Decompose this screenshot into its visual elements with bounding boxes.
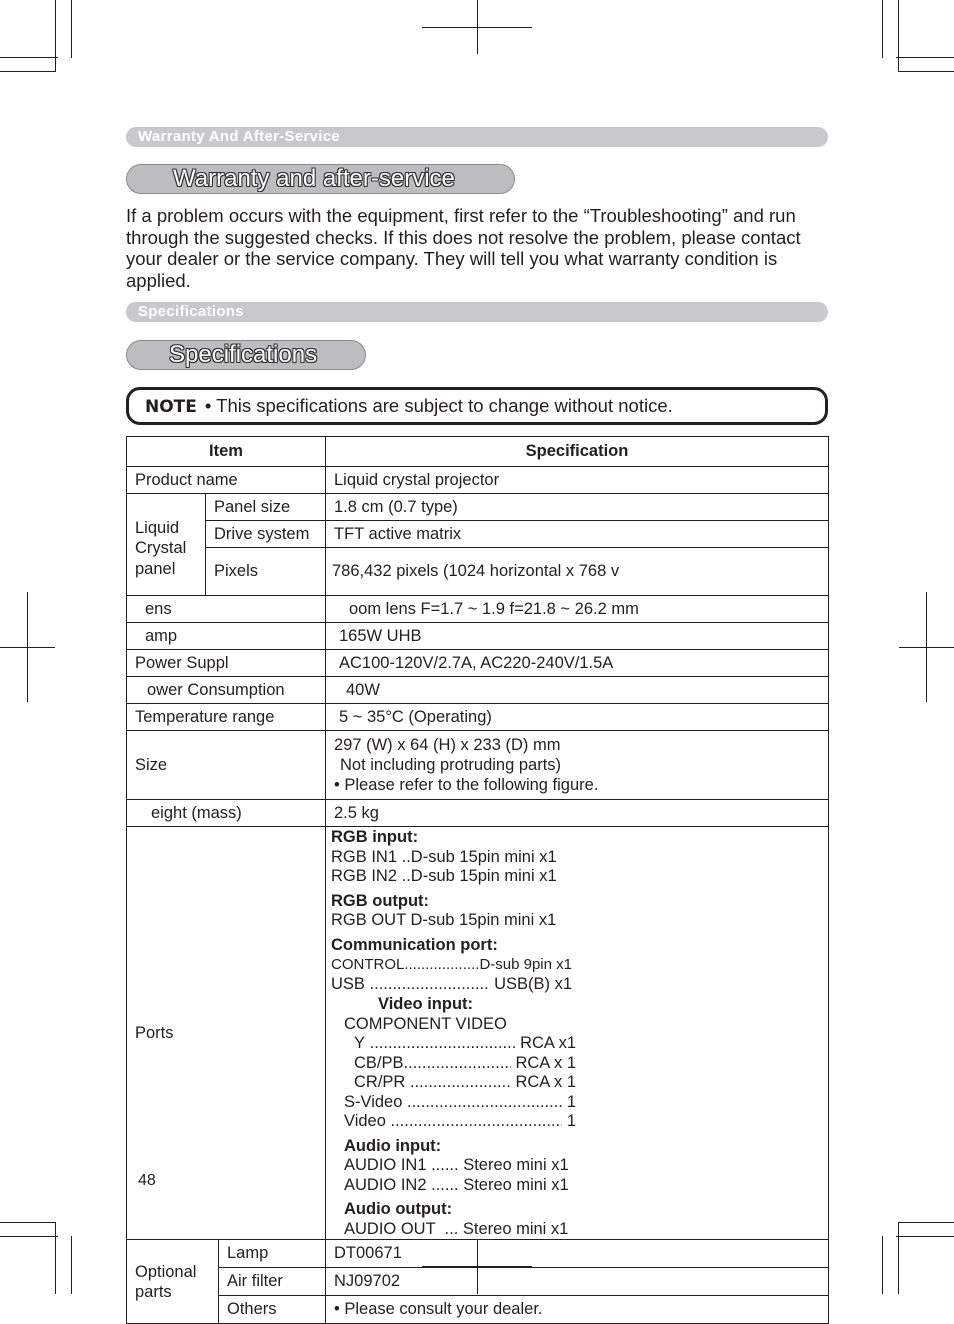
table-row [127,1296,829,1324]
item-lamp: amp [127,623,326,650]
spec-lens: oom lens F=1.7 ~ 1.9 f=21.8 ~ 26.2 mm [326,596,829,623]
heading-specifications: Specifications [126,340,366,370]
size-dimensions: 297 (W) x 64 (H) x 233 (D) mm [334,736,561,754]
cbpb-name: CB/PB [354,1053,404,1072]
spec-opt-filter: NJ09702 [326,1268,829,1296]
video-name: Video [344,1112,386,1130]
size-note: Not including protruding parts) [340,756,562,774]
spec-power-supply: AC100-120V/2.7A, AC220-240V/1.5A [326,650,829,677]
header-item: Item [127,437,326,467]
group-lcd-panel [127,494,206,596]
video-input-label: Video input: [378,995,474,1013]
table-row [127,596,829,623]
header-spec: Specification [326,437,829,467]
note-label: NOTE [145,397,197,417]
table-row [127,677,829,704]
item-ports: Ports [127,827,326,1240]
spec-ports [326,827,829,1240]
table-row [127,1240,829,1268]
rgb-out: RGB OUT D-sub 15pin mini x1 [331,911,557,929]
table-header-row [127,437,829,467]
table-row [127,731,829,800]
spec-panel-size: 1.8 cm (0.7 type) [326,494,829,521]
table-row [127,704,829,731]
item-power-consumption: ower Consumption [127,677,326,704]
table-row [127,494,829,521]
table-row [127,548,829,596]
table-row [127,800,829,827]
item-power-supply: Power Suppl [127,650,326,677]
usb-name: USB [331,974,365,993]
size-figure-ref: • Please refer to the following figure. [334,776,599,794]
item-product-name: Product name [127,467,326,494]
svideo-value: 1 [566,1092,576,1111]
component-y [344,1034,576,1054]
table-row [127,1268,829,1296]
spec-lamp: 165W UHB [326,623,829,650]
item-temperature: Temperature range [127,704,326,731]
rgb-input-label: RGB input: [331,828,419,846]
ports-right-column [326,994,584,1239]
section-band-specifications: Specifications [126,302,828,322]
spec-weight: 2.5 kg [326,800,829,827]
item-opt-lamp: Lamp [219,1240,326,1268]
page-number: 48 [138,1172,156,1189]
crpr-value: RCA x 1 [515,1073,576,1091]
section-band-warranty: Warranty And After-Service [126,127,828,147]
rgb-in2: RGB IN2 ..D-sub 15pin mini x1 [331,867,557,885]
spec-size [326,731,829,800]
item-panel-size: Panel size [206,494,326,521]
video-port [344,1112,576,1132]
control-port [331,955,572,975]
usb-value: USB(B) x1 [494,974,572,993]
component-crpr [344,1073,576,1093]
spec-power-consumption: 40W [326,677,829,704]
control-name: CONTROL [331,956,405,973]
heading-warranty: Warranty and after-service [126,164,515,194]
rgb-in1-value: D-sub 15pin mini x1 [410,847,557,866]
comm-port-label: Communication port: [331,935,498,954]
spec-product-name: Liquid crystal projector [326,467,829,494]
spec-pixels: 786,432 pixels (1024 horizontal x 768 v [326,548,829,596]
spec-table [126,436,829,1324]
control-value: D-sub 9pin x1 [479,956,572,973]
y-value: RCA x1 [520,1034,576,1052]
svideo-name: S-Video [344,1092,403,1111]
group-lcd-label: Liquid Crystal panel [135,518,187,578]
item-size: Size [127,731,326,800]
item-opt-others: Others [219,1296,326,1324]
component-video-label: COMPONENT VIDEO [344,1014,507,1033]
usb-port [331,975,572,995]
spec-drive-system: TFT active matrix [326,521,829,548]
spec-opt-others: • Please consult your dealer. [326,1296,829,1324]
rgb-in1: RGB IN1 ..D-sub 15pin mini x1 [331,847,557,866]
rgb-in2-name: RGB IN2 [331,867,398,885]
item-opt-filter: Air filter [219,1268,326,1296]
audio-input-label: Audio input: [344,1136,442,1155]
group-optional-parts [127,1240,219,1324]
table-row [127,467,829,494]
item-pixels: Pixels [206,548,326,596]
table-row [127,623,829,650]
audio-in2: AUDIO IN2 ...... Stereo mini x1 [344,1175,569,1194]
rgb-in2-value: D-sub 15pin mini x1 [410,867,557,885]
rgb-in1-name: RGB IN1 [331,847,398,866]
item-lens: ens [127,596,326,623]
y-name: Y [354,1034,366,1052]
audio-in1: AUDIO IN1 ...... Stereo mini x1 [344,1156,569,1174]
group-optional-label: Optional parts [135,1262,197,1301]
spec-temperature: 5 ~ 35°C (Operating) [326,704,829,731]
video-value: 1 [566,1112,576,1130]
note-box [126,387,828,425]
audio-output-label: Audio output: [344,1200,453,1218]
component-cbpb [344,1054,576,1074]
svideo-port [344,1093,576,1113]
ports-left-column [326,827,572,994]
rgb-output-label: RGB output: [331,891,430,910]
crpr-name: CR/PR [354,1073,406,1091]
table-row [127,650,829,677]
cbpb-value: RCA x 1 [515,1053,576,1072]
intro-paragraph: If a problem occurs with the equipment, first refer to the “Troubleshooting” and run through the suggested checks. If this does not resolve the problem, please contact your dealer or the service company. They will tell you what warranty condition is applied. [126,205,801,291]
table-row [127,521,829,548]
item-weight: eight (mass) [127,800,326,827]
note-text: • This specifications are subject to change without notice. [204,395,673,416]
item-drive-system: Drive system [206,521,326,548]
spec-opt-lamp: DT00671 [326,1240,829,1268]
table-row [127,827,829,1240]
audio-out: AUDIO OUT ... Stereo mini x1 [344,1219,569,1238]
